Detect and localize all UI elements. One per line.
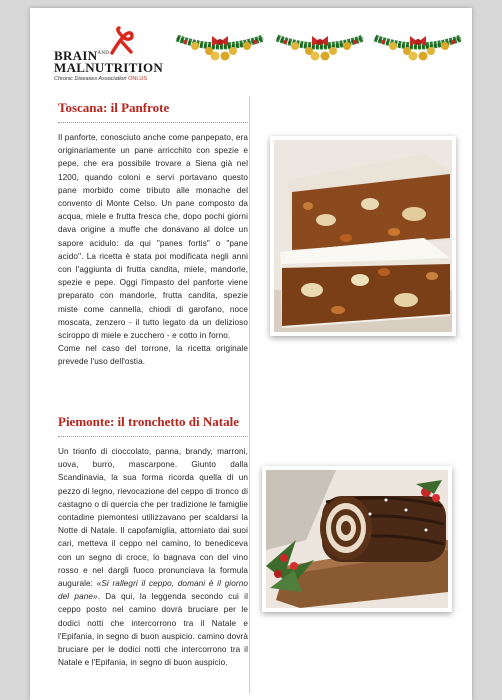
logo-tagline: Chronic Diseases Association ONLUS (54, 76, 148, 82)
document-page (30, 8, 472, 700)
tronchetto-photo (262, 466, 452, 612)
christmas-garland-with-bells-icon (375, 36, 461, 61)
panforte-illustration (274, 140, 452, 332)
logo-text-malnutrition: MALNUTRITION (54, 60, 164, 75)
christmas-garland-with-bells-icon (177, 36, 263, 61)
section-tronchetto (58, 414, 248, 669)
panforte-photo (270, 136, 456, 336)
column-separator (249, 96, 250, 694)
christmas-garlands-decoration (175, 24, 465, 68)
section-title-panforte: Toscana: il Panfrote (58, 100, 170, 115)
christmas-garland-with-bells-icon (277, 36, 363, 61)
section-paragraph: Un trionfo di cioccolato, panna, brandy, marroni, uova, burro, mascarpone. Giunto dalla Scandinavia, la sua forma ricorda quella di un pezzo di legno, rievocazione del ceppo di tronco di castagno o di quercia che per tradizione le famiglie contadine piemontesi utilizzavano per scaldarsi la Notte di Natale. Il capofamiglia, attorniato dai suoi cari, metteva il ceppo nel camino, lo benediceva con un segno di croce, lo bagnava con del vino rosso e nel dargli fuoco pronunciava la formula augurale: «Si rallegri il ceppo, domani è il giorno del pane». Da qui, la leggenda secondo cui il ceppo posto nel camino dovrà bruciare per le dodici notti che intercorrono tra il Natale e l'Epifania, in segno di buon auspicio. camino dovrà bruciare per le dodici notti che intercorrono tra il Natale e l'Epifania, in segno di buon auspicio. (58, 447, 248, 668)
logo-text-brain: $BRAIN^{AND}$ (54, 48, 110, 63)
section-paragraph: Il panforte, conosciuto anche come panpepato, era originariamente un pane arricchito con spezie e pepe, che era possibile trovare a Siena già nel 1200, quando coloni e servi portavano questo pane morbido come tributo alle monache del convento di Monte Celso. Un pane composto da acqua, miele e frutta fresca che, dopo pochi giorni dava origine a muffe che donavano al dolce un sapore acidulo: da qui "panes fortis" o "pane acido". La ricetta è stata poi modificata negli anni con l'aggiunta di frutta candita, miele, mandorle, spezie e pepe. Oggi l'impasto del panforte viene preparato con mandorle, frutta candita, spezie miste come cannella, chiodi di garofano, noce moscata, zenzero - il tutto legato da un delizioso sciroppo di miele e zucchero - e cotto in forno. (58, 133, 248, 341)
section-panforte (58, 100, 248, 369)
section-divider (58, 122, 248, 123)
section-divider (58, 436, 248, 437)
tronchetto-illustration (266, 470, 448, 608)
section-title-tronchetto: Piemonte: il tronchetto di Natale (58, 414, 239, 429)
augural-quote: «Si rallegri il ceppo, domani è il giorno del pane» (58, 579, 248, 602)
brain-and-malnutrition-logo (54, 24, 174, 84)
section-paragraph: Come nel caso del torrone, la ricetta originale prevede l'uso dell'ostia. (58, 344, 248, 367)
red-ribbon-icon (106, 26, 136, 56)
